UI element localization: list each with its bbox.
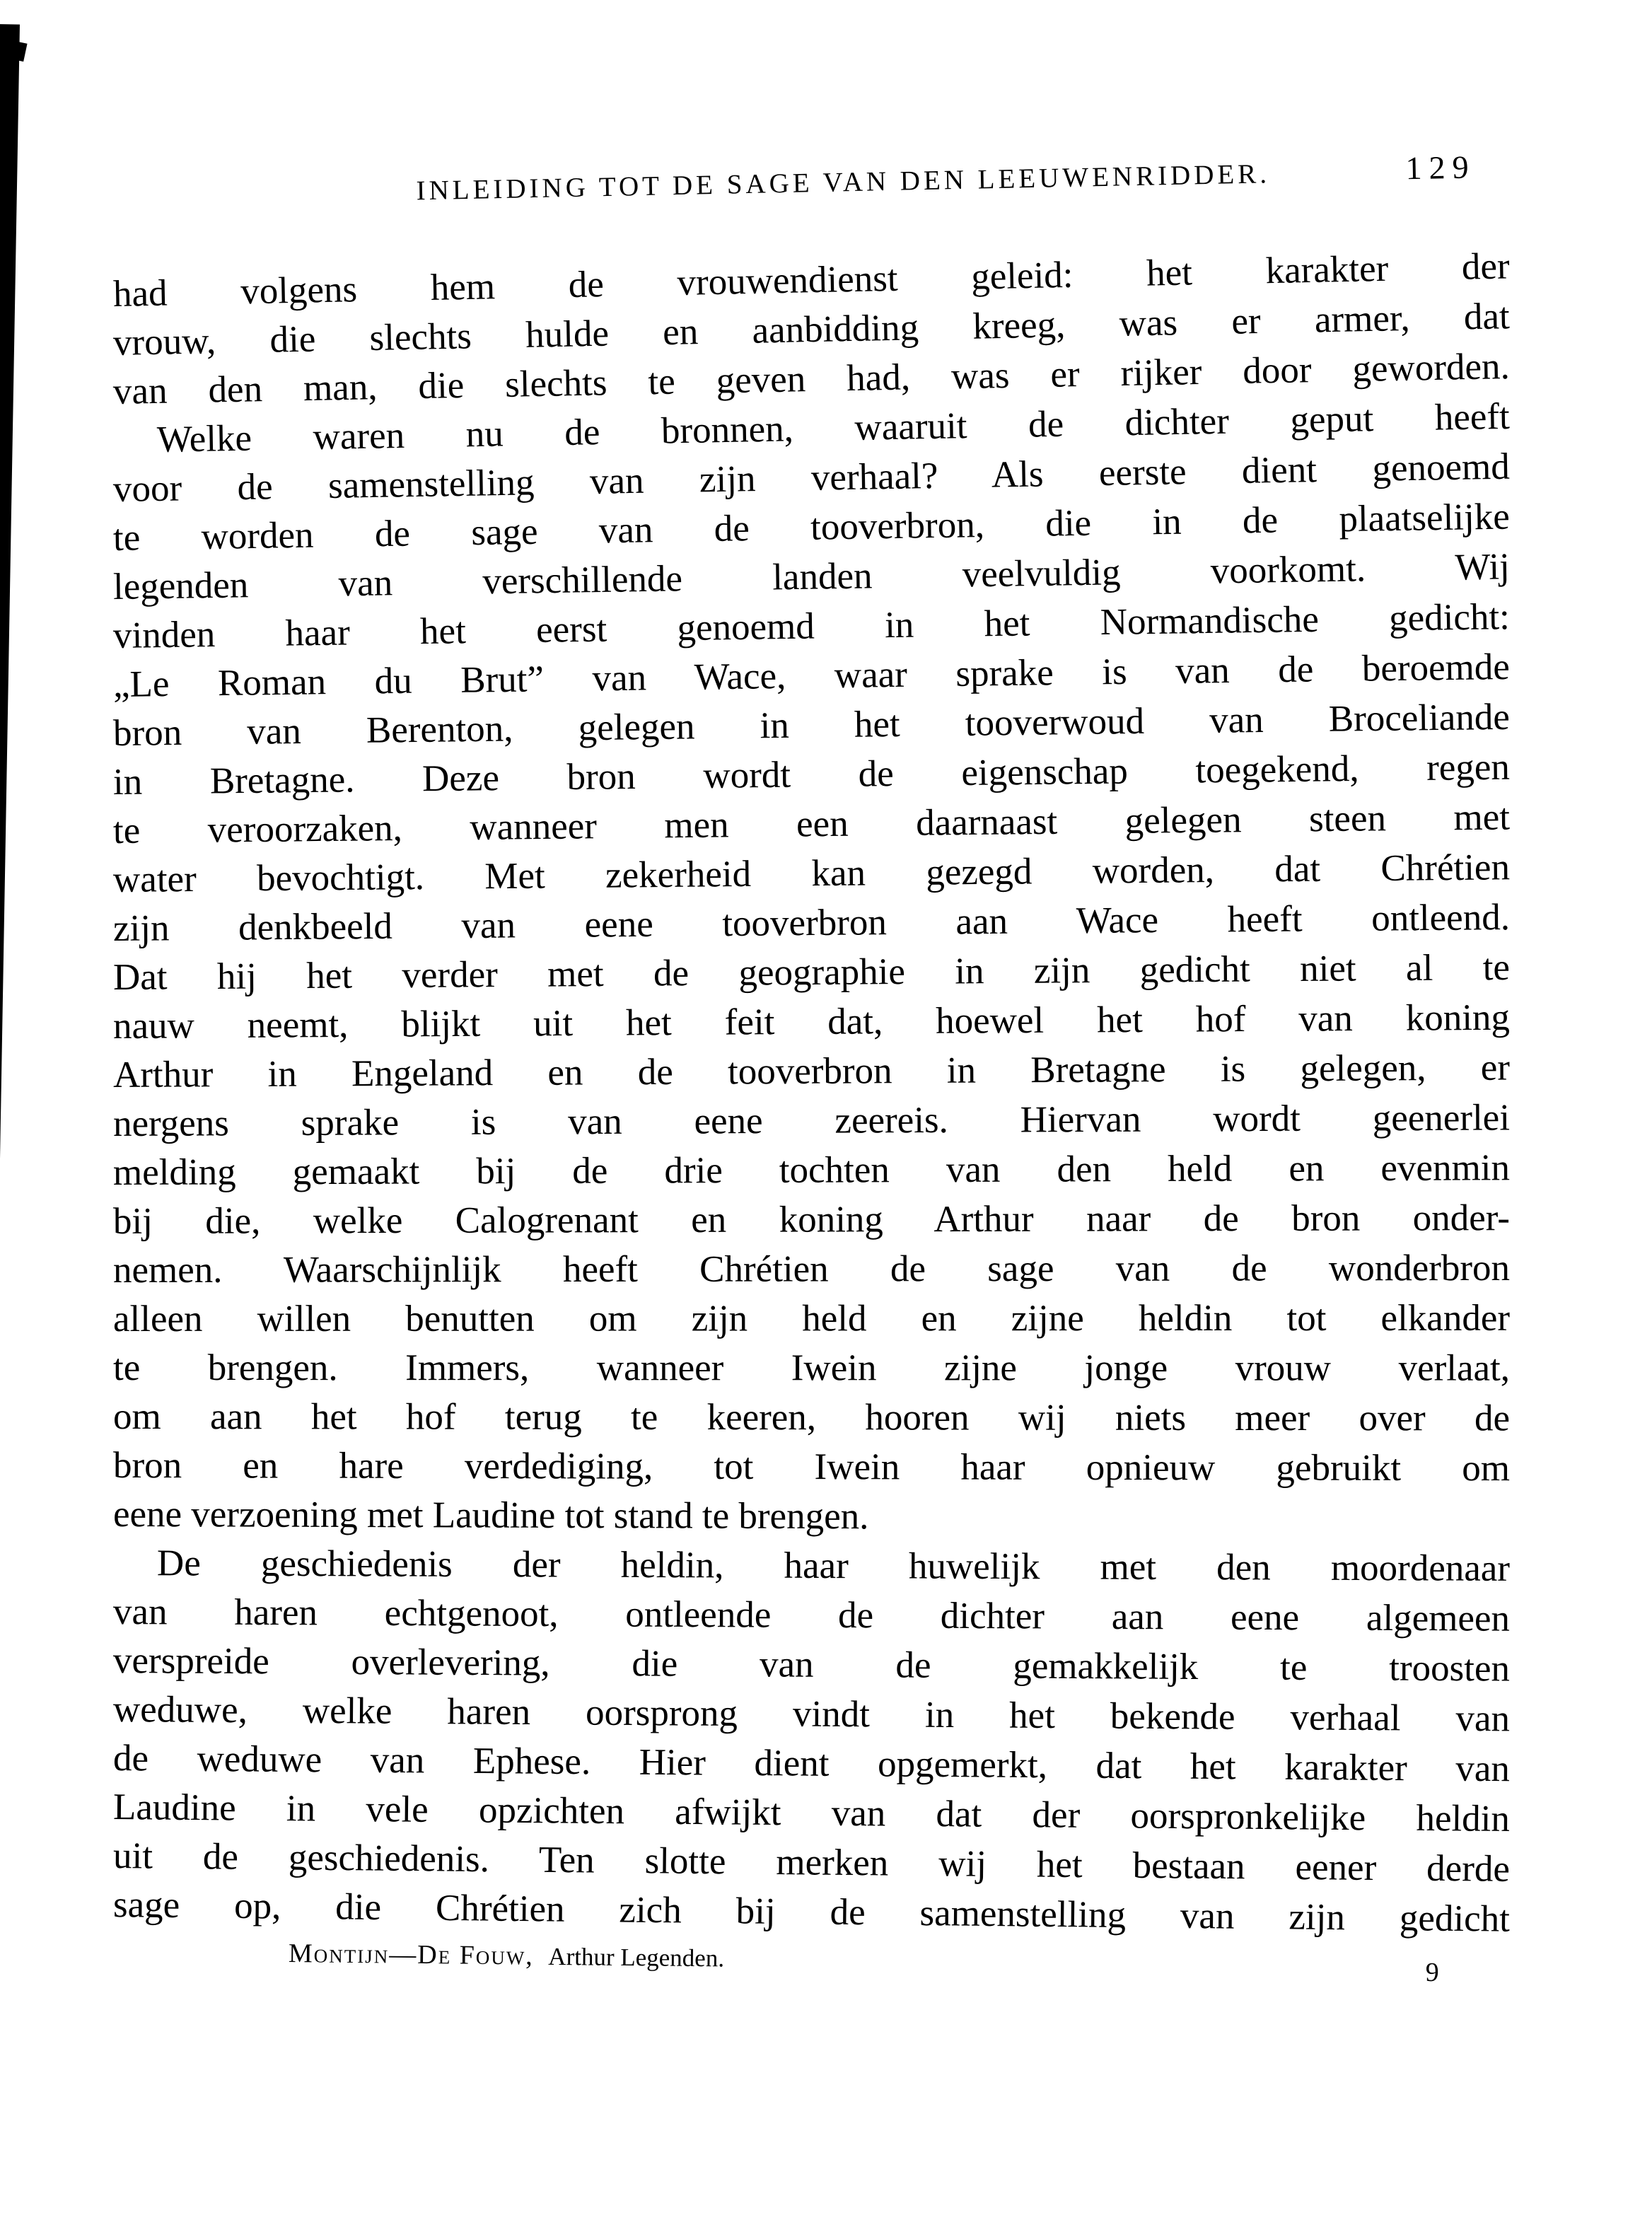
text-line: Welke waren nu de bronnen, waaruit de dichter geput heeft xyxy=(156,395,1511,460)
text-line: te veroorzaken, wanneer men een daarnaast gelegen steen met xyxy=(112,796,1511,852)
page-number: 129 xyxy=(1405,149,1477,187)
text-line: melding gemaakt bij de drie tochten van den held en evenmin xyxy=(112,1147,1511,1193)
text-line: „Le Roman du Brut” van Wace, waar sprake is van de beroemde xyxy=(112,646,1511,705)
text-line: had volgens hem de vrouwendienst geleid: het karakter der xyxy=(112,245,1511,315)
text-line: sage op, die Chrétien zich bij de samenstelling van zijn gedicht xyxy=(112,1884,1511,1940)
text-line: De geschiedenis der heldin, haar huwelijk met den moordenaar xyxy=(156,1543,1511,1589)
text-line: van den man, die slechts te geven had, was er rijker door geworden. xyxy=(112,346,1511,412)
text-line: Arthur in Engeland en de tooverbron in Bretagne is gelegen, er xyxy=(112,1047,1511,1096)
body-text xyxy=(112,245,1511,1940)
text-line: nemen. Waarschijnlijk heeft Chrétien de sage van de wonderbron xyxy=(112,1247,1511,1291)
text-line: om aan het hof terug te keeren, hooren wij niets meer over de xyxy=(112,1396,1511,1439)
text-line: uit de geschiedenis. Ten slotte merken wij het bestaan eener derde xyxy=(112,1835,1511,1890)
text-line: bron en hare verdediging, tot Iwein haar opnieuw gebruikt om xyxy=(112,1445,1511,1489)
binding-shadow xyxy=(0,24,20,2225)
text-line: in Bretagne. Deze bron wordt de eigenschap toegekend, regen xyxy=(112,746,1511,803)
text-line: bij die, welke Calogrenant en koning Arthur naar de bron onder- xyxy=(112,1197,1511,1242)
text-line: zijn denkbeeld van eene tooverbron aan Wace heeft ontleend. xyxy=(112,897,1511,949)
text-line: nauw neemt, blijkt uit het feit dat, hoewel het hof van koning xyxy=(112,997,1511,1047)
text-line: Dat hij het verder met de geographie in zijn gedicht niet al te xyxy=(112,946,1511,998)
text-line: te brengen. Immers, wanneer Iwein zijne jonge vrouw verlaat, xyxy=(112,1347,1511,1389)
text-line: de weduwe van Ephese. Hier dient opgemerkt, dat het karakter van xyxy=(112,1738,1511,1790)
imprint-work-title: Arthur Legenden. xyxy=(548,1942,725,1973)
running-title: INLEIDING TOT DE SAGE VAN DEN LEEUWENRIDDER. xyxy=(416,158,1271,207)
imprint-authors: Montijn—De Fouw, xyxy=(288,1939,535,1971)
text-line: weduwe, welke haren oorsprong vindt in het bekende verhaal van xyxy=(112,1689,1511,1740)
text-line: vinden haar het eerst genoemd in het Normandische gedicht: xyxy=(112,596,1511,656)
text-line: Laudine in vele opzichten afwijkt van dat der oorspronkelijke heldin xyxy=(112,1787,1511,1840)
text-line: legenden van verschillende landen veelvuldig voorkomt. Wij xyxy=(112,546,1511,608)
signature-number: 9 xyxy=(1425,1957,1440,1988)
text-line: water bevochtigt. Met zekerheid kan gezegd worden, dat Chrétien xyxy=(112,847,1511,900)
text-line: alleen willen benutten om zijn held en zijne heldin tot elkander xyxy=(112,1297,1511,1340)
text-line: voor de samenstelling van zijn verhaal? Als eerste dient genoemd xyxy=(112,446,1511,510)
page-footer xyxy=(288,1938,1512,1988)
text-line: eene verzoening met Laudine tot stand te brengen. xyxy=(112,1494,869,1538)
text-line: van haren echtgenoot, ontleende de dichter aan eene algemeen xyxy=(112,1591,1511,1639)
text-line: vrouw, die slechts hulde en aanbidding kreeg, was er armer, dat xyxy=(112,296,1511,364)
text-line: verspreide overlevering, die van de gemakkelijk te troosten xyxy=(112,1640,1511,1690)
page-header xyxy=(113,149,1511,213)
text-line: bron van Berenton, gelegen in het tooverwoud van Broceliande xyxy=(112,696,1511,754)
text-line: te worden de sage van de tooverbron, die in de plaatselijke xyxy=(112,496,1511,559)
text-line: nergens sprake is van eene zeereis. Hiervan wordt geenerlei xyxy=(112,1097,1511,1144)
